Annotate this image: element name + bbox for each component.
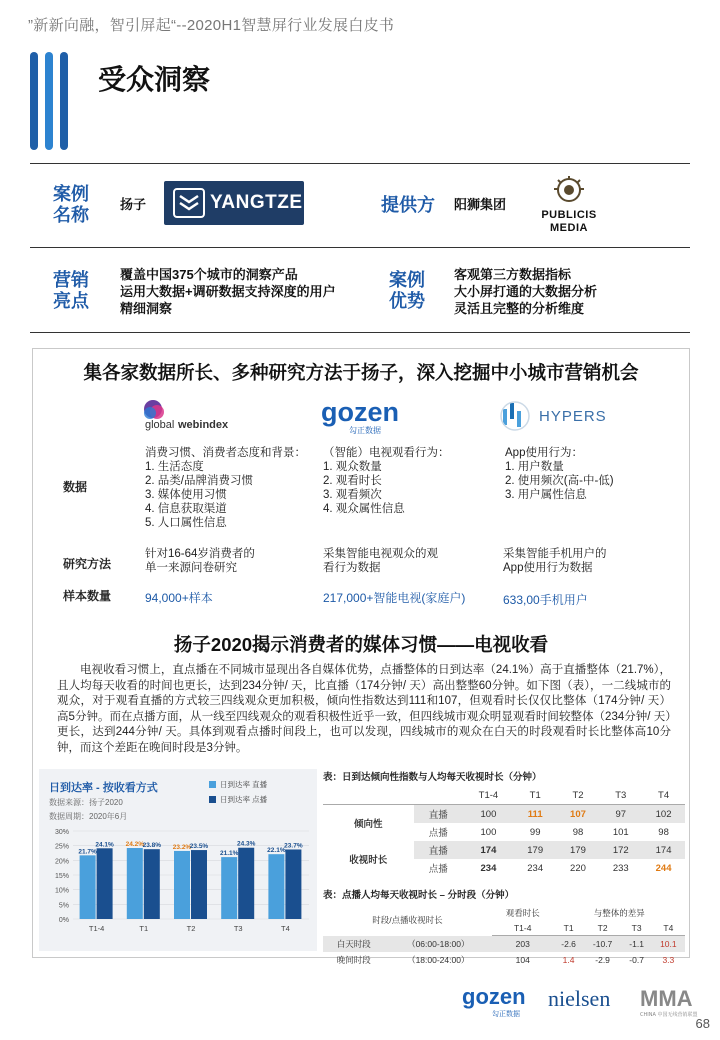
svg-text:CHINA 中国无线营销联盟: CHINA 中国无线营销联盟 [640,1012,698,1018]
svg-text:nielsen: nielsen [548,986,611,1011]
bar-live-1 [127,848,143,919]
reach-chart-panel [39,769,317,951]
case-name-value: 扬子 [120,197,147,212]
bar-vod-4 [285,849,301,919]
gozen-logo [321,395,431,440]
row-label-sample: 样本数量 [63,589,112,603]
data-label: 24.3% [236,840,256,848]
footer-logos [462,984,712,1020]
svg-text:勾正数据: 勾正数据 [349,426,381,435]
data-label: 21.7% [78,848,97,856]
table-row: 点播 100 99 98 101 98 [428,826,669,839]
advantages-list: 客观第三方数据指标 大小屏打通的大数据分析 灵活且完整的分析维度 [454,267,598,316]
footer-nielsen-logo [548,986,610,1011]
reach-bar-chart [39,769,317,951]
source3-method: 采集智能手机用户的 App使用行为数据 [503,548,607,574]
bar-live-2 [174,851,190,919]
provider-label: 提供方 [381,195,435,215]
bar-live-4 [268,854,284,919]
case-detail-row [30,247,690,333]
page-title: 受众洞察 [98,64,211,95]
source1-sample: 94,000+样本 [145,591,213,605]
table-row: 点播 234 234 220 233 244 [428,862,672,875]
y-tick-label: 15% [54,873,69,880]
svg-text:gozen: gozen [321,397,399,427]
highlights-list: 覆盖中国375个城市的洞察产品 运用大数据+调研数据支持深度的用户 精细洞察 [120,267,336,316]
legend-item-live: 日到达率 直播 [209,779,267,790]
bar-vod-0 [97,848,113,919]
globalwebindex-logo [141,397,261,436]
tables-area [323,769,685,968]
svg-text:gozen: gozen [462,984,526,1009]
source3-data: App使用行为： 1. 用户数量 2. 使用频次(高-中-低) 3. 用户属性信息 [505,447,614,501]
x-tick-label: T1-4 [88,924,105,933]
table1-header: T1-4 T1 T2 T3 T4 [323,787,685,805]
reach-index-table [323,787,685,877]
vod-time-table: 时段/点播收视时长 观看时长 与整体的差异 T1-4 T1 T2 T3 T4 白天时段 （06:00-18:00） 203 -2.6 -10.7 -1.1 10.1 晚间时段 （18:00-24:00） 104 1.4 -2.9 -0.7 3.3 [323,905,685,968]
data-label: 24.2% [125,841,145,849]
legend-item-vod: 日到达率 点播 [209,794,267,805]
case-info-row [30,163,690,247]
highlights-label: 营销 亮点 [53,270,89,311]
source1-method: 针对16-64岁消费者的 单一来源问卷研究 [145,548,255,574]
content-box [32,348,690,965]
y-tick-label: 20% [54,858,69,866]
svg-text:HYPERS: HYPERS [539,408,607,425]
footer-gozen-logo [462,984,526,1018]
chart-period: 数据周期：2020年6月 [49,812,128,821]
page-number: 68 [695,1016,710,1031]
data-label: 23.5% [189,843,209,851]
source2-method: 采集智能电视观众的观 看行为数据 [323,548,438,574]
x-tick-label: T3 [233,924,243,933]
x-tick-label: T1 [139,924,149,933]
document-header: ”新新向融，智引屏起“--2020H1智慧屏行业发展白皮书 [28,17,395,34]
publicis-lion-icon [549,174,589,204]
table-row: 晚间时段 （18:00-24:00） 104 1.4 -2.9 -0.7 3.3 [336,954,675,965]
footer-mma-logo [640,986,697,1018]
table-row: 白天时段 （06:00-18:00） 203 -2.6 -10.7 -1.1 10.1 [323,936,685,952]
data-label: 23.8% [142,842,162,850]
source1-data: 消费习惯、消费者态度和背景： 1. 生活态度 2. 品类/品牌消费习惯 3. 媒体使用习惯 4. 信息获取渠道 5. 人口属性信息 [145,447,306,529]
table-row: 收视时长 直播 174 179 179 172 174 [323,841,685,859]
row-label-data: 数据 [63,480,88,494]
source2-sample: 217,000+智能电视(家庭户) [323,591,466,605]
data-label: 21.1% [219,850,239,858]
data-label: 24.1% [95,841,114,849]
svg-text:webindex: webindex [178,419,229,431]
bar-live-0 [80,855,96,919]
bar-live-3 [221,857,237,919]
publicis-media-logo: PUBLICIS MEDIA [530,174,608,235]
section2-heading: 扬子2020揭示消费者的媒体习惯——电视收看 [173,634,549,655]
data-label: 23.2% [172,843,192,851]
bar-vod-3 [238,848,254,919]
y-tick-label: 5% [58,902,69,910]
x-tick-label: T2 [186,924,196,933]
yangtze-mark-icon [172,187,206,219]
source2-data: （智能）电视观看行为： 1. 观众数量 2. 观看时长 3. 观看频次 4. 观众属性信息 [323,447,450,515]
bar-vod-1 [144,849,160,919]
source3-sample: 633,00手机用户 [503,593,588,607]
table-row: 倾向性 直播 100 111 107 97 102 [323,805,685,824]
case-name-label: 案例 名称 [53,184,89,225]
bar-vod-2 [191,850,207,919]
section1-heading: 集各家数据所长、多种研究方法于扬子，深入挖掘中小城市营销机会 [83,362,639,383]
svg-text:global: global [145,419,175,431]
data-label: 22.1% [267,847,286,855]
y-tick-label: 0% [58,917,69,924]
svg-text:MMA: MMA [640,986,693,1011]
y-tick-label: 10% [54,887,69,895]
x-tick-label: T4 [281,924,290,933]
advantages-label: 案例 优势 [389,270,425,311]
svg-text:勾正数据: 勾正数据 [492,1010,520,1018]
y-tick-label: 30% [54,829,69,836]
provider-value: 阳狮集团 [454,197,507,212]
yangtze-logo: YANGTZE [164,181,304,225]
data-label: 23.7% [284,842,303,850]
y-tick-label: 25% [54,843,69,851]
chart-source: 数据来源：扬子2020 [49,798,123,807]
chart-title: 日到达率 - 按收看方式 [49,782,158,794]
section2-paragraph: 电视收看习惯上，直点播在不同城市显现出各自媒体优势，点播整体的日到达率（24.1%）高于直播整体（21.7%），且人均每天收看的时间也更长，达到234分钟/ 天，比直播（174分钟/ 天）高出整整60分钟。如下图（表），一二线城市的观众，对于观看直播的方式较三四线观众更加积极，倾向性指数达到111和107，但观看时长仅仅比整体（174分钟/ 天）高5分钟。而在点播方面，从一线至四线观众的观看积极性近乎一致，但四线城市观众明显观看时间较整体（234分钟/ 天）更长，达到244分钟/ 天。具体到观看点播时间段上，也可以发现，四线城市的观众在白天的时段观看时长比整体高10分钟，而这个差距在晚间时段是3分钟。 [57,664,671,754]
hypers-logo [499,399,619,438]
row-label-method: 研究方法 [63,557,112,571]
table2-caption: 表：点播人均每天收视时长 – 分时段（分钟） [323,890,515,901]
table1-caption: 表：日到达倾向性指数与人均每天收视时长（分钟） [323,772,542,783]
